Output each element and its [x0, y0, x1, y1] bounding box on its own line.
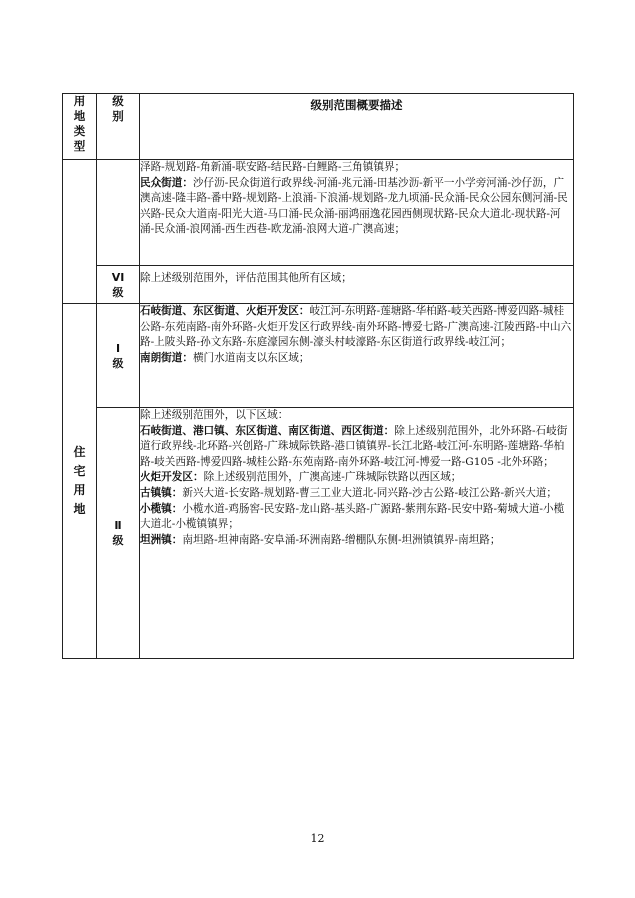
level-cell: VI级	[97, 266, 140, 304]
header-level: 级别	[97, 94, 140, 160]
list-item: 石岐街道、东区街道、火炬开发区：岐江河-东明路-莲塘路-华柏路-岐关西路-博爱四路-城桂公路-东苑南路-南外环路-火炬开发区行政界线-南外环路-博爱七路-广澳高速-江陵西路-中山六路-上陂头路-孙文东路-东庭濠园东侧-濠头村岐濠路-东区街道行政界线-岐江河；	[140, 305, 572, 349]
level-cell: Ⅱ级	[97, 408, 140, 659]
land-grade-table	[62, 93, 574, 659]
header-land-type: 用地类型	[63, 94, 97, 160]
list-item: 除上述级别范围外，以下区域：	[140, 409, 289, 421]
header-description: 级别范围概要描述	[140, 94, 574, 160]
page-number: 12	[310, 832, 325, 845]
list-item: 古镇镇：新兴大道-长安路-规划路-曹三工业大道北-同兴路-沙古公路-岐江公路-新兴大道；	[140, 486, 558, 499]
level-cell-continued	[97, 160, 140, 266]
list-item: 泽路-规划路-角新涌-联安路-结民路-白鲤路-三角镇镇界；	[140, 161, 406, 173]
list-item: 南朗街道：横门水道南支以东区域；	[140, 351, 310, 364]
list-item: 民众街道：沙仔沥-民众街道行政界线-河涌-兆元涌-田基沙沥-新平一小学旁河涌-沙仔沥，广澳高速-隆丰路-番中路-规划路-上浪涌-下浪涌-规划路-龙九顷涌-民众涌-民众公园东侧河涌-民兴路-民众大道南-阳光大道-马口涌-民众涌-丽鸿丽逸花园西侧现状路-民众大道北-现状路-河涌-民众涌-浪网涌-西生西巷-欧龙涌-浪网大道-广澳高速；	[140, 176, 568, 236]
list-item: 小榄镇：小榄水道-鸡肠窖-民安路-龙山路-基头路-广源路-紫荆东路-民安中路-菊城大道-小榄大道北-小榄镇镇界；	[140, 502, 565, 531]
description-cell	[140, 408, 574, 659]
description-cell: 除上述级别范围外，评估范围其他所有区域；	[140, 266, 574, 304]
level-cell: Ⅰ级	[97, 304, 140, 408]
table-row	[63, 266, 574, 304]
table-row	[63, 160, 574, 266]
description-cell	[140, 304, 574, 408]
table-row	[63, 304, 574, 408]
table-header-row	[63, 94, 574, 160]
category-cell: 住宅用地	[63, 304, 97, 659]
list-item: 石岐街道、港口镇、东区街道、南区街道、西区街道：除上述级别范围外，北外环路-石岐街道行政界线-北环路-兴创路-广珠城际铁路-港口镇镇界-长江北路-岐江河-东明路-莲塘路-华柏路-岐关西路-博爱四路-城桂公路-东苑南路-南外环路-岐江河-博爱一路-G105 -北外环路；	[140, 424, 568, 468]
table-row	[63, 408, 574, 659]
list-item: 火炬开发区：除上述级别范围外，广澳高速-广珠城际铁路以西区域；	[140, 471, 462, 484]
category-cell-continued	[63, 160, 97, 304]
list-item: 坦洲镇：南坦路-坦神南路-安阜涌-环洲南路-缯棚队东侧-坦洲镇镇界-南坦路；	[140, 533, 501, 546]
description-cell	[140, 160, 574, 266]
